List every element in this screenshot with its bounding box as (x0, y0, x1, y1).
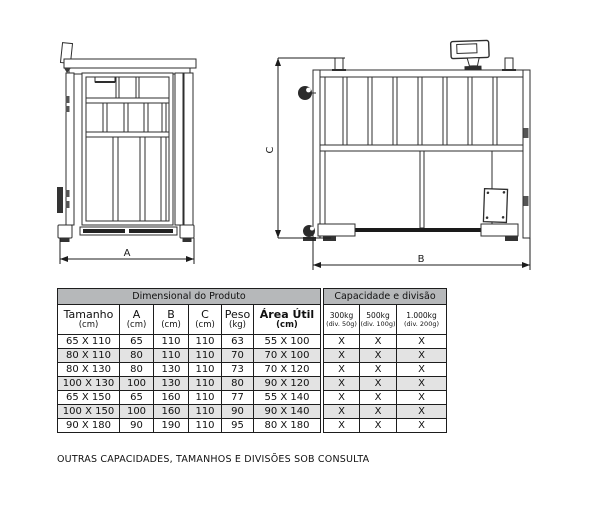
table-section-header-capacity: Capacidade e divisão (324, 289, 447, 305)
table-cell: 70 X 100 (254, 349, 321, 363)
column-header-peso: Peso (kg) (222, 305, 254, 335)
table-cell: 63 (222, 335, 254, 349)
table-cell: 65 X 110 (58, 335, 120, 349)
table-cell: X (324, 335, 360, 349)
table-cell: 110 (189, 419, 222, 433)
table-cell: X (397, 419, 447, 433)
table-cell: 130 (154, 363, 189, 377)
table-cell: 70 X 120 (254, 363, 321, 377)
table-cell: X (360, 349, 397, 363)
table-cell: 100 X 130 (58, 377, 120, 391)
table-cell: 90 X 120 (254, 377, 321, 391)
table-cell: 70 (222, 349, 254, 363)
column-header-1000kg: 1.000kg (div. 200g) (397, 305, 447, 335)
table-cell: X (397, 391, 447, 405)
table-cell: X (324, 391, 360, 405)
table-row (324, 419, 447, 433)
table-row (58, 363, 321, 377)
side-view-drawing (265, 33, 545, 278)
table-row (324, 405, 447, 419)
table-cell: 110 (189, 363, 222, 377)
table-cell: 160 (154, 391, 189, 405)
column-header-a: A (cm) (120, 305, 154, 335)
table-cell: X (397, 363, 447, 377)
table-row (324, 335, 447, 349)
table-cell: 190 (154, 419, 189, 433)
table-cell: 90 (120, 419, 154, 433)
top-post (502, 58, 516, 70)
table-cell: 90 X 140 (254, 405, 321, 419)
table-row (58, 405, 321, 419)
dimension-c-label: C (265, 146, 276, 154)
column-header-c: C (cm) (189, 305, 222, 335)
table-cell: X (397, 377, 447, 391)
table-row (324, 363, 447, 377)
table-row (58, 391, 321, 405)
table-cell: X (360, 377, 397, 391)
table-cell: 110 (154, 335, 189, 349)
table-row (324, 391, 447, 405)
table-cell: X (324, 363, 360, 377)
table-cell: 65 X 150 (58, 391, 120, 405)
table-cell: X (324, 377, 360, 391)
table-cell: 77 (222, 391, 254, 405)
table-cell: X (324, 419, 360, 433)
table-cell: 80 X 130 (58, 363, 120, 377)
column-header-300kg: 300kg (div. 50g) (324, 305, 360, 335)
table-section-header-dimensional: Dimensional do Produto (58, 289, 321, 305)
table-cell: 90 X 180 (58, 419, 120, 433)
table-row (58, 349, 321, 363)
table-cell: 80 (120, 363, 154, 377)
table-cell: 100 (120, 377, 154, 391)
table-row (58, 335, 321, 349)
table-cell: 80 (222, 377, 254, 391)
column-header-tamanho: Tamanho (cm) (58, 305, 120, 335)
weight-indicator-display (451, 40, 490, 70)
table-cell: 90 (222, 405, 254, 419)
table-cell: 110 (189, 405, 222, 419)
table-cell: X (360, 419, 397, 433)
table-cell: X (360, 391, 397, 405)
table-cell: X (397, 335, 447, 349)
table-cell: X (324, 349, 360, 363)
table-cell: X (360, 405, 397, 419)
table-cell: 110 (189, 349, 222, 363)
dimension-a-label: A (123, 248, 131, 259)
table-cell: 95 (222, 419, 254, 433)
table-cell: 55 X 100 (254, 335, 321, 349)
table-cell: X (397, 349, 447, 363)
table-row (58, 377, 321, 391)
dimensional-table (57, 288, 321, 433)
table-cell: 80 X 110 (58, 349, 120, 363)
table-row (58, 419, 321, 433)
spec-table (57, 288, 447, 433)
table-cell: 110 (189, 335, 222, 349)
capacity-table (323, 288, 447, 433)
table-cell: 130 (154, 377, 189, 391)
table-cell: 73 (222, 363, 254, 377)
table-cell: 160 (154, 405, 189, 419)
column-header-500kg: 500kg (div. 100g) (360, 305, 397, 335)
junction-box (483, 189, 507, 223)
top-post (332, 58, 346, 70)
gate-latch-bar (57, 187, 63, 213)
dimension-b-label: B (417, 254, 425, 265)
column-header-area-util: Área Útil (cm) (254, 305, 321, 335)
table-cell: X (397, 405, 447, 419)
table-cell: X (360, 363, 397, 377)
table-cell: 55 X 140 (254, 391, 321, 405)
table-cell: 110 (189, 391, 222, 405)
table-cell: X (324, 405, 360, 419)
table-cell: 110 (154, 349, 189, 363)
column-header-b: B (cm) (154, 305, 189, 335)
table-cell: 80 (120, 349, 154, 363)
table-cell: X (360, 335, 397, 349)
table-cell: 100 X 150 (58, 405, 120, 419)
table-row (324, 377, 447, 391)
table-row (324, 349, 447, 363)
table-cell: 65 (120, 335, 154, 349)
consultation-note: OUTRAS CAPACIDADES, TAMANHOS E DIVISÕES SOB CONSULTA (57, 454, 370, 465)
table-cell: 80 X 180 (254, 419, 321, 433)
table-cell: 100 (120, 405, 154, 419)
table-cell: 65 (120, 391, 154, 405)
front-view-drawing (52, 38, 204, 270)
table-cell: 110 (189, 377, 222, 391)
